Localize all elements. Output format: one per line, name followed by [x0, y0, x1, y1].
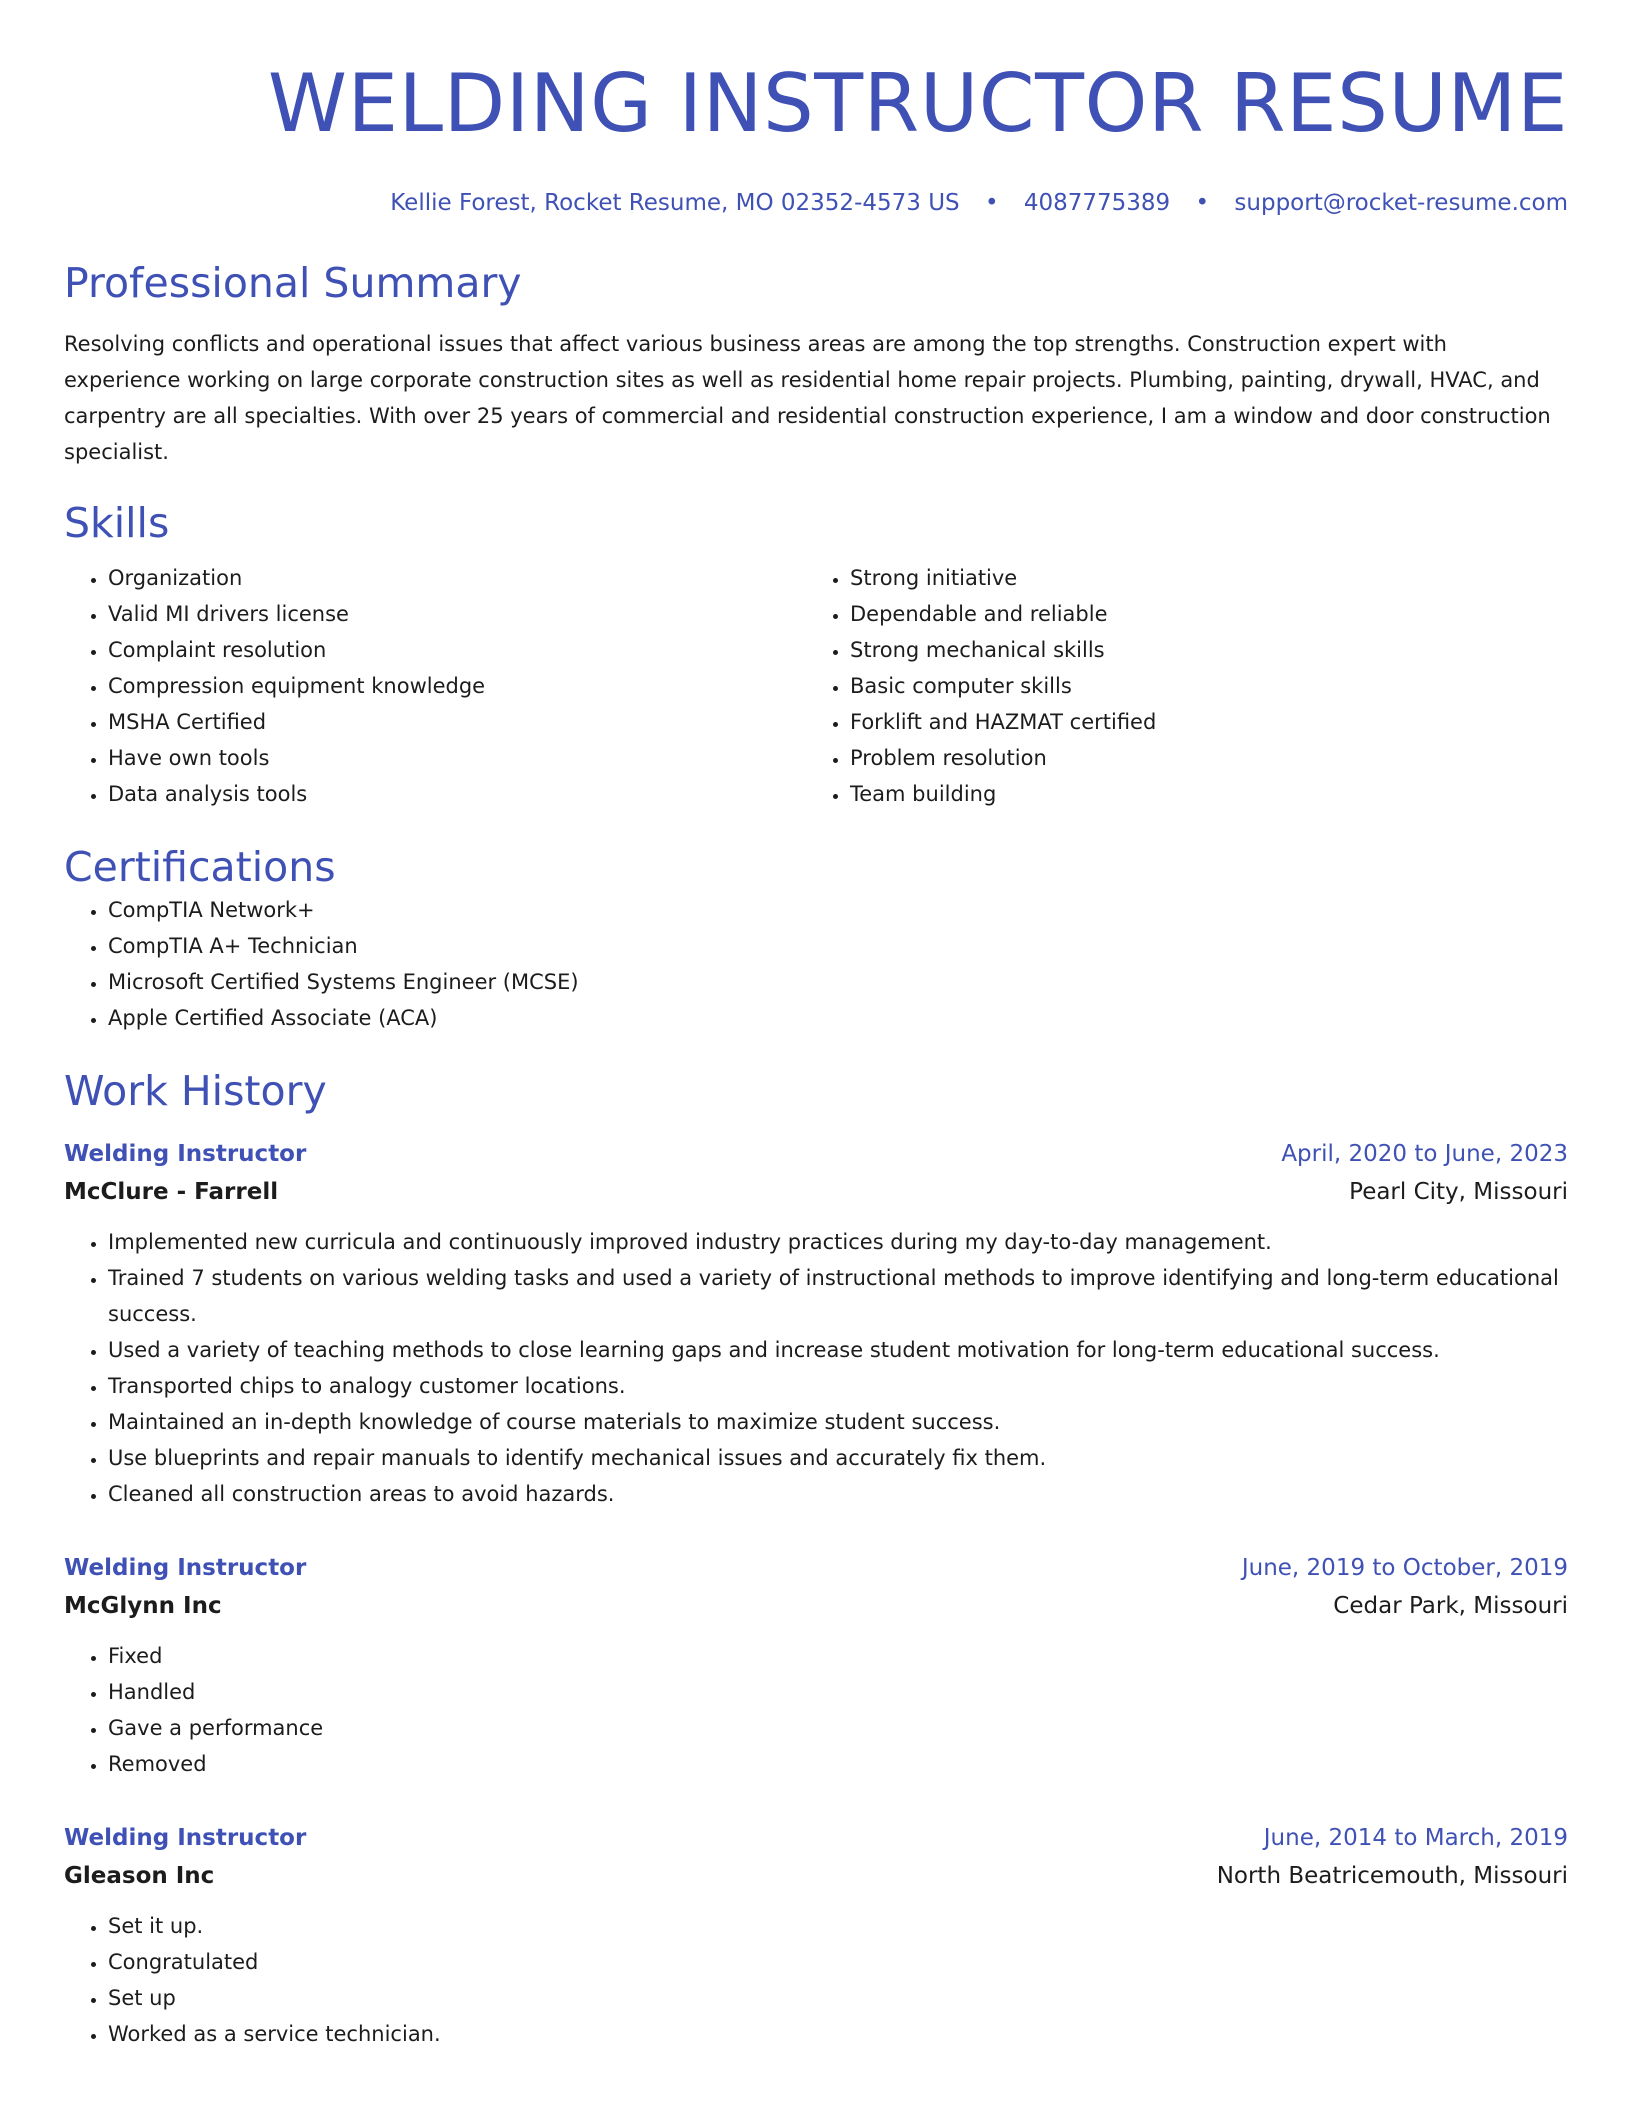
skills-column-right	[806, 560, 1548, 812]
job-duties-list	[64, 1638, 1568, 1782]
skills-column-left	[64, 560, 806, 812]
job-location: Cedar Park, Missouri	[1333, 1593, 1568, 1619]
job-duty-item: • Set up	[108, 1980, 1568, 2016]
skill-item: • Forklift and HAZMAT certified	[850, 704, 1548, 740]
certification-item: • CompTIA A+ Technician	[108, 928, 1568, 964]
job-entry	[64, 1550, 1568, 1782]
job-duties-list	[64, 1908, 1568, 2052]
skills-columns	[64, 560, 1568, 812]
skill-item: • Valid MI drivers license	[108, 596, 806, 632]
job-duty-item: • Transported chips to analogy customer locations.	[108, 1368, 1568, 1404]
contact-separator: •	[984, 190, 999, 216]
skill-item: • Team building	[850, 776, 1548, 812]
certification-item: • CompTIA Network+	[108, 892, 1568, 928]
job-duty-item: • Use blueprints and repair manuals to identify mechanical issues and accurately fix them.	[108, 1440, 1568, 1476]
contact-email: support@rocket-resume.com	[1234, 190, 1568, 216]
job-duty-item: • Fixed	[108, 1638, 1568, 1674]
job-header-row	[64, 1550, 1568, 1586]
skills-list-right	[806, 560, 1548, 812]
job-company-row	[64, 1172, 1568, 1212]
job-dates: June, 2014 to March, 2019	[1263, 1825, 1568, 1851]
skill-item: • Strong initiative	[850, 560, 1548, 596]
job-entry	[64, 1136, 1568, 1512]
certifications-heading: Certifications	[64, 843, 336, 891]
certifications-list	[64, 892, 1568, 1036]
job-dates: April, 2020 to June, 2023	[1281, 1141, 1568, 1167]
work-history-heading: Work History	[64, 1067, 327, 1115]
job-title: Welding Instructor	[64, 1141, 307, 1167]
skill-item: • Complaint resolution	[108, 632, 806, 668]
certification-item: • Apple Certified Associate (ACA)	[108, 1000, 1568, 1036]
contact-separator: •	[1195, 190, 1210, 216]
job-entry	[64, 1820, 1568, 2052]
skill-item: • Have own tools	[108, 740, 806, 776]
summary-text: Resolving conflicts and operational issues that affect various business areas are among the top strengths. Construction expert with experience working on large corporate construction sites as well as residential home repair projects. Plumbing, painting, drywall, HVAC, and carpentry are all specialties. With over 25 years of commercial and residential construction experience, I am a window and door construction specialist.	[64, 332, 1551, 464]
job-header-row	[64, 1820, 1568, 1856]
job-location: Pearl City, Missouri	[1349, 1179, 1568, 1205]
job-company-row	[64, 1856, 1568, 1896]
job-header-row	[64, 1136, 1568, 1172]
skill-item: • Data analysis tools	[108, 776, 806, 812]
job-duty-item: • Congratulated	[108, 1944, 1568, 1980]
job-duty-item: • Trained 7 students on various welding tasks and used a variety of instructional methods to improve identifying and long-term educational success.	[108, 1260, 1568, 1332]
skill-item: • Basic computer skills	[850, 668, 1548, 704]
job-company: McClure - Farrell	[64, 1179, 279, 1205]
skills-heading: Skills	[64, 499, 170, 547]
skill-item: • Organization	[108, 560, 806, 596]
job-company: McGlynn Inc	[64, 1593, 222, 1619]
skill-item: • MSHA Certified	[108, 704, 806, 740]
job-company-row	[64, 1586, 1568, 1626]
job-duty-item: • Cleaned all construction areas to avoid hazards.	[108, 1476, 1568, 1512]
skill-item: • Dependable and reliable	[850, 596, 1548, 632]
job-duty-item: • Used a variety of teaching methods to close learning gaps and increase student motivation for long-term educational success.	[108, 1332, 1568, 1368]
contact-address: Kellie Forest, Rocket Resume, MO 02352-4573 US	[390, 190, 960, 216]
job-duty-item: • Maintained an in-depth knowledge of course materials to maximize student success.	[108, 1404, 1568, 1440]
skill-item: • Problem resolution	[850, 740, 1548, 776]
contact-line	[64, 188, 1568, 218]
page-title: WELDING INSTRUCTOR RESUME	[267, 57, 1568, 150]
contact-phone: 4087775389	[1023, 190, 1171, 216]
job-duties-list	[64, 1224, 1568, 1512]
job-duty-item: • Gave a performance	[108, 1710, 1568, 1746]
job-company: Gleason Inc	[64, 1863, 215, 1889]
job-duty-item: • Set it up.	[108, 1908, 1568, 1944]
summary-heading: Professional Summary	[64, 259, 522, 307]
job-title: Welding Instructor	[64, 1555, 307, 1581]
certification-item: • Microsoft Certified Systems Engineer (MCSE)	[108, 964, 1568, 1000]
job-duty-item: • Worked as a service technician.	[108, 2016, 1568, 2052]
job-duty-item: • Implemented new curricula and continuously improved industry practices during my day-to-day management.	[108, 1224, 1568, 1260]
resume-page	[64, 0, 1568, 2052]
job-duty-item: • Handled	[108, 1674, 1568, 1710]
job-location: North Beatricemouth, Missouri	[1216, 1863, 1568, 1889]
job-title: Welding Instructor	[64, 1825, 307, 1851]
skill-item: • Compression equipment knowledge	[108, 668, 806, 704]
skills-list-left	[64, 560, 806, 812]
job-duty-item: • Removed	[108, 1746, 1568, 1782]
skill-item: • Strong mechanical skills	[850, 632, 1548, 668]
job-dates: June, 2019 to October, 2019	[1241, 1555, 1568, 1581]
